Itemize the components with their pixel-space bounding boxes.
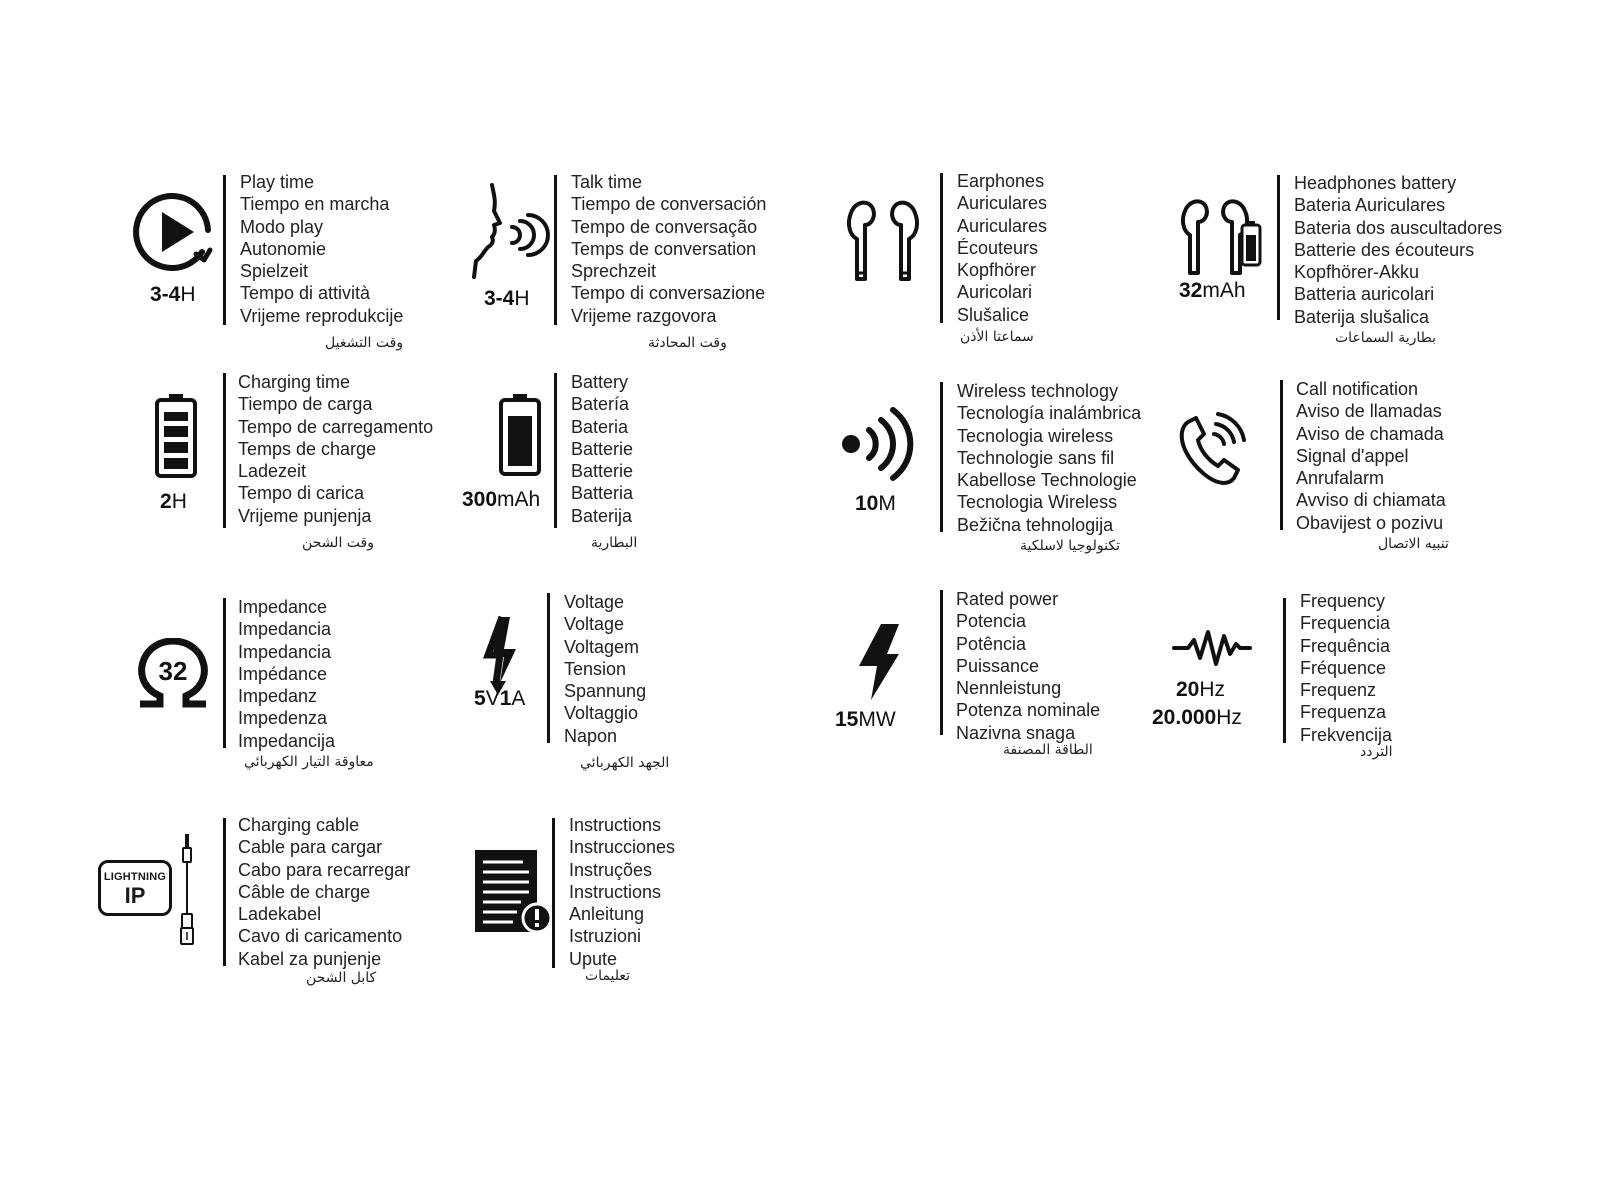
spec-value: 10M — [855, 492, 896, 515]
spec-value: 15MW — [835, 708, 896, 731]
spec-arabic-label: معاوقة التيار الكهربائي — [244, 754, 374, 770]
spec-divider — [547, 593, 550, 743]
document-warning-icon — [473, 848, 553, 936]
label-item: Impedancia — [238, 641, 332, 662]
spec-divider — [223, 175, 226, 325]
label-item: Bateria Auriculares — [1294, 195, 1446, 216]
label-item: Napon — [564, 725, 618, 746]
spec-labels — [956, 588, 1100, 744]
spec-labels — [238, 371, 433, 527]
spec-divider — [1280, 380, 1283, 530]
lightning-cable-icon — [178, 834, 196, 946]
label-item: Batterie — [571, 461, 634, 482]
label-item: Charging time — [238, 372, 351, 392]
spec-arabic-label: وقت التشغيل — [325, 335, 404, 351]
label-item: Tiempo de carga — [238, 394, 373, 415]
label-item: Slušalice — [957, 304, 1030, 325]
label-item: Kopfhörer-Akku — [1294, 262, 1420, 283]
label-item: Voltaggio — [564, 703, 639, 724]
lightning-badge-icon — [98, 860, 172, 916]
label-item: Écouteurs — [957, 237, 1039, 258]
battery-icon — [498, 394, 542, 476]
label-item: Talk time — [571, 172, 643, 192]
spec-divider — [223, 598, 226, 748]
label-item: Cavo di caricamento — [238, 926, 403, 947]
label-item: Tempo de carregamento — [238, 416, 434, 437]
label-item: Câble de charge — [238, 881, 371, 902]
label-item: Battery — [571, 372, 629, 392]
spec-value: 3-4H — [484, 287, 530, 310]
label-item: Fréquence — [1300, 657, 1387, 678]
label-item: Signal d'appel — [1296, 445, 1409, 466]
spec-arabic-label: تنبيه الاتصال — [1378, 536, 1449, 552]
spec-arabic-label: كابل الشحن — [306, 970, 377, 986]
spec-labels — [1294, 172, 1502, 328]
label-item: Batterie — [571, 438, 634, 459]
lightning-bolt-icon — [855, 622, 901, 702]
label-item: Frequenz — [1300, 680, 1377, 701]
lightning-arrow-icon — [482, 615, 522, 695]
label-item: Ladezeit — [238, 461, 307, 482]
label-item: Frequenza — [1300, 702, 1387, 723]
label-item: Impedance — [238, 597, 328, 617]
spec-divider — [940, 382, 943, 532]
label-item: Vrijeme punjenja — [238, 505, 372, 526]
label-item: Obavijest o pozivu — [1296, 512, 1444, 533]
spec-labels — [569, 814, 675, 970]
label-item: Aviso de llamadas — [1296, 401, 1442, 422]
phone-ringing-icon — [1176, 412, 1246, 488]
label-item: Voltage — [564, 614, 625, 635]
label-item: Tecnologia Wireless — [957, 492, 1118, 513]
label-item: Kopfhörer — [957, 260, 1037, 281]
spec-labels — [564, 591, 646, 747]
label-item: Auriculares — [957, 193, 1048, 214]
label-item: Headphones battery — [1294, 173, 1457, 193]
spec-labels — [957, 170, 1047, 326]
spec-labels — [238, 814, 410, 970]
spec-arabic-label: البطارية — [591, 535, 638, 551]
label-item: Impedancija — [238, 730, 336, 751]
label-item: Spielzeit — [240, 261, 309, 282]
label-item: Rated power — [956, 589, 1059, 609]
wireless-signal-icon — [839, 402, 915, 486]
spec-divider — [940, 590, 943, 735]
label-item: Tiempo en marcha — [240, 194, 390, 215]
label-item: Batería — [571, 394, 630, 415]
label-item: Play time — [240, 172, 315, 192]
badge-top-label: LIGHTNING — [103, 871, 167, 883]
label-item: Temps de conversation — [571, 238, 757, 259]
spec-labels — [571, 371, 633, 527]
label-item: Bežična tehnologija — [957, 514, 1114, 535]
omega-icon-label: 32 — [158, 656, 188, 686]
label-item: Instructions — [569, 881, 662, 902]
spec-labels — [1300, 590, 1392, 746]
label-item: Technologie sans fil — [957, 447, 1115, 468]
label-item: Bateria — [571, 416, 629, 437]
label-item: Frekvencija — [1300, 724, 1393, 745]
label-item: Baterija — [571, 505, 633, 526]
label-item: Spannung — [564, 681, 647, 702]
label-item: Kabel za punjenje — [238, 948, 382, 969]
label-item: Anleitung — [569, 904, 645, 925]
label-item: Ladekabel — [238, 904, 322, 925]
label-item: Tempo de conversação — [571, 216, 758, 237]
label-item: Frequency — [1300, 591, 1386, 611]
label-item: Potenza nominale — [956, 700, 1101, 721]
earbuds-battery-icon — [1180, 195, 1270, 277]
label-item: Voltage — [564, 592, 625, 612]
label-item: Nazivna snaga — [956, 722, 1076, 743]
spec-arabic-label: تكنولوجيا لاسلكية — [1020, 538, 1120, 554]
spec-arabic-label: الطاقة المصنفة — [1003, 742, 1093, 758]
label-item: Charging cable — [238, 815, 360, 835]
spec-arabic-label: الجهد الكهربائي — [580, 755, 670, 771]
spec-divider — [223, 818, 226, 966]
spec-value: 300mAh — [462, 488, 541, 511]
label-item: Kabellose Technologie — [957, 470, 1137, 491]
badge-bottom-label: IP — [124, 883, 146, 908]
label-item: Cable para cargar — [238, 837, 383, 858]
omega-icon — [136, 638, 210, 710]
label-item: Potencia — [956, 611, 1027, 632]
spec-arabic-label: التردد — [1360, 744, 1393, 760]
spec-arabic-label: وقت الشحن — [302, 535, 374, 551]
label-item: Earphones — [957, 171, 1045, 191]
label-item: Sprechzeit — [571, 261, 657, 282]
spec-arabic-label: تعليمات — [585, 968, 631, 984]
label-item: Anrufalarm — [1296, 468, 1385, 489]
label-item: Tecnologia wireless — [957, 425, 1114, 446]
label-item: Batterie des écouteurs — [1294, 239, 1475, 260]
spec-divider — [552, 818, 555, 968]
label-item: Aviso de chamada — [1296, 423, 1444, 444]
spec-divider — [223, 373, 226, 528]
label-item: Instructions — [569, 815, 662, 835]
label-item: Auriculares — [957, 215, 1048, 236]
label-item: Frequência — [1300, 635, 1391, 656]
label-item: Tecnología inalámbrica — [957, 403, 1142, 424]
label-item: Vrijeme razgovora — [571, 305, 717, 326]
label-item: Batteria auricolari — [1294, 284, 1435, 305]
label-item: Call notification — [1296, 379, 1419, 399]
label-item: Batteria — [571, 483, 634, 504]
label-item: Bateria dos auscultadores — [1294, 217, 1503, 238]
charging-battery-icon — [154, 394, 198, 478]
label-item: Baterija slušalica — [1294, 306, 1430, 327]
spec-labels — [571, 171, 766, 327]
label-item: Auricolari — [957, 282, 1033, 303]
spec-labels — [238, 596, 335, 752]
label-item: Tempo di carica — [238, 483, 365, 504]
spec-divider — [554, 175, 557, 325]
spec-value: 20.000Hz — [1152, 706, 1242, 729]
spec-divider — [940, 173, 943, 323]
spec-value: 2H — [160, 490, 187, 513]
label-item: Avviso di chiamata — [1296, 490, 1446, 511]
label-item: Wireless technology — [957, 381, 1119, 401]
spec-labels — [957, 380, 1141, 536]
label-item: Impedancia — [238, 619, 332, 640]
label-item: Potência — [956, 633, 1027, 654]
earbuds-icon — [845, 195, 921, 285]
label-item: Puissance — [956, 655, 1040, 676]
spec-divider — [1283, 598, 1286, 743]
label-item: Modo play — [240, 216, 324, 237]
spec-value: 32mAh — [1179, 279, 1246, 302]
label-item: Tension — [564, 658, 627, 679]
label-item: Instruções — [569, 859, 653, 880]
play-circle-icon — [130, 190, 220, 280]
label-item: Instrucciones — [569, 837, 676, 858]
label-item: Impedanz — [238, 686, 318, 707]
spec-arabic-label: بطارية السماعات — [1335, 330, 1437, 346]
spec-arabic-label: وقت المحادثة — [648, 335, 727, 351]
label-item: Istruzioni — [569, 926, 642, 947]
talking-head-icon — [470, 181, 550, 281]
sound-wave-icon — [1172, 628, 1252, 668]
label-item: Impédance — [238, 663, 328, 684]
label-item: Frequencia — [1300, 613, 1391, 634]
label-item: Tempo di conversazione — [571, 283, 766, 304]
spec-divider — [1277, 175, 1280, 320]
spec-labels — [1296, 378, 1446, 534]
spec-value: 3-4H — [150, 283, 196, 306]
spec-divider — [554, 373, 557, 528]
label-item: Nennleistung — [956, 678, 1062, 699]
label-item: Tiempo de conversación — [571, 194, 767, 215]
label-item: Upute — [569, 948, 618, 969]
spec-labels — [240, 171, 403, 327]
spec-value: 20Hz — [1176, 678, 1226, 701]
label-item: Tempo di attività — [240, 283, 371, 304]
label-item: Temps de charge — [238, 438, 377, 459]
spec-arabic-label: سماعتا الأذن — [960, 329, 1034, 345]
label-item: Voltagem — [564, 636, 640, 657]
spec-value: 5V1A — [474, 687, 526, 710]
label-item: Autonomie — [240, 238, 327, 259]
label-item: Impedenza — [238, 708, 328, 729]
label-item: Vrijeme reprodukcije — [240, 305, 404, 326]
label-item: Cabo para recarregar — [238, 859, 411, 880]
